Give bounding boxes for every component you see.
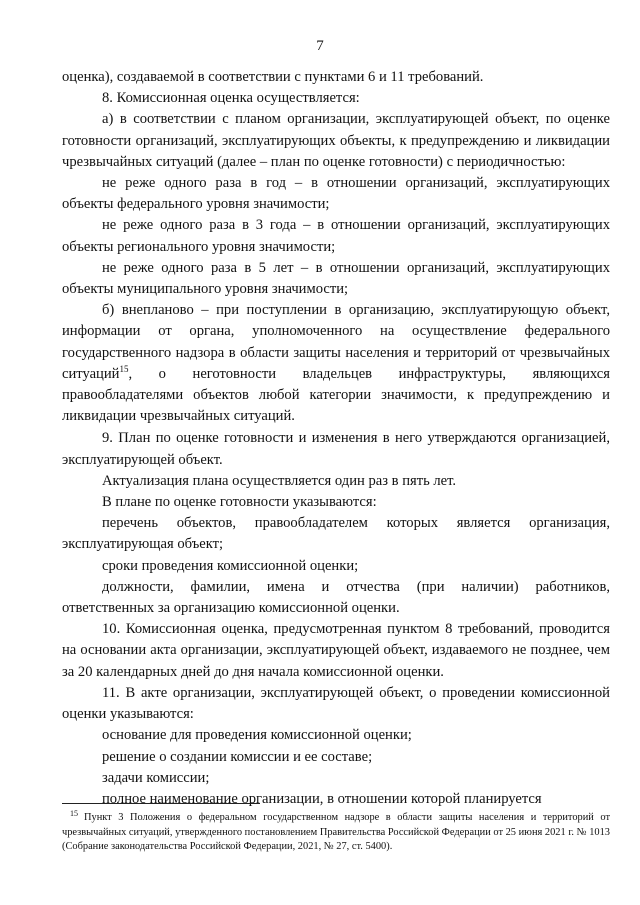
- footnote-divider: [62, 803, 260, 804]
- paragraph-item-8: 8. Комиссионная оценка осуществляется:: [102, 90, 360, 107]
- paragraph-federal-frequency: не реже одного раза в год – в отношении организаций, эксплуатирующих объекты федерального уровня значимости;: [62, 175, 610, 213]
- footnote-text: Пункт 3 Положения о федеральном государственном надзоре в области защиты населения и территорий от чрезвычайных ситуаций, утвержденного постановлением Правительства Российской Федерации от 25 июня 2021 г. № 1013 (Собрание законодательства Российской Федерации, 2021, № 27, ст. 5400).: [62, 812, 610, 853]
- footnote-mark: 15: [70, 808, 78, 818]
- footnote-reference: 15: [119, 363, 129, 374]
- footnote: [62, 808, 610, 855]
- paragraph-commission-tasks: задачи комиссии;: [102, 769, 210, 786]
- paragraph-plan-update: Актуализация плана осуществляется один раз в пять лет.: [102, 472, 457, 489]
- paragraph-item-11: 11. В акте организации, эксплуатирующей объект, о проведении комиссионной оценки указываются:: [62, 684, 610, 723]
- paragraph-item-8b-part2: , о неготовности владельцев инфраструктуры, являющихся правообладателями объектов любой категории значимости, к предупреждению и ликвидации чрезвычайных ситуаций.: [62, 365, 610, 425]
- paragraph-item-9: 9. План по оценке готовности и изменения в него утверждаются организацией, эксплуатирующей объект.: [62, 430, 610, 468]
- paragraph-item-8b-part1: б) внепланово – при поступлении в организацию, эксплуатирующую объект, информации от органа, уполномоченного на осуществление федерального государственного надзора в области защиты населения и территорий от чрезвычайных ситуаций: [62, 302, 610, 382]
- paragraph-regional-frequency: не реже одного раза в 3 года – в отношении организаций, эксплуатирующих объекты регионального уровня значимости;: [62, 217, 610, 255]
- paragraph-responsible-persons: должности, фамилии, имена и отчества (при наличии) работников, ответственных за организацию комиссионной оценки.: [62, 578, 610, 617]
- paragraph-item-8b: [62, 300, 610, 427]
- paragraph-dates: сроки проведения комиссионной оценки;: [102, 557, 359, 574]
- paragraph-continuation: оценка), создаваемой в соответствии с пунктами 6 и 11 требований.: [62, 69, 484, 85]
- paragraph-municipal-frequency: не реже одного раза в 5 лет – в отношении организаций, эксплуатирующих объекты муниципального уровня значимости;: [62, 259, 610, 298]
- paragraph-item-10: 10. Комиссионная оценка, предусмотренная пунктом 8 требований, проводится на основании акта организации, эксплуатирующей объект, издаваемого не позднее, чем за 20 календарных дней до дня начала комиссионной оценки.: [62, 621, 610, 680]
- paragraph-organization-name: полное наименование организации, в отношении которой планируется: [102, 790, 542, 807]
- paragraph-object-list: перечень объектов, правообладателем которых является организация, эксплуатирующая объект;: [62, 515, 610, 553]
- document-body: [62, 67, 610, 810]
- paragraph-basis: основание для проведения комиссионной оценки;: [102, 727, 412, 744]
- paragraph-item-8a: а) в соответствии с планом организации, эксплуатирующей объект, по оценке готовности организаций, эксплуатирующих объекты, к предупреждению и ликвидации чрезвычайных ситуаций (далее – план по оценке готовности) с периодичностью:: [62, 111, 610, 170]
- paragraph-commission-decision: решение о создании комиссии и ее составе;: [102, 748, 373, 765]
- paragraph-plan-contents: В плане по оценке готовности указываются:: [102, 494, 377, 511]
- page-number: 7: [316, 38, 324, 54]
